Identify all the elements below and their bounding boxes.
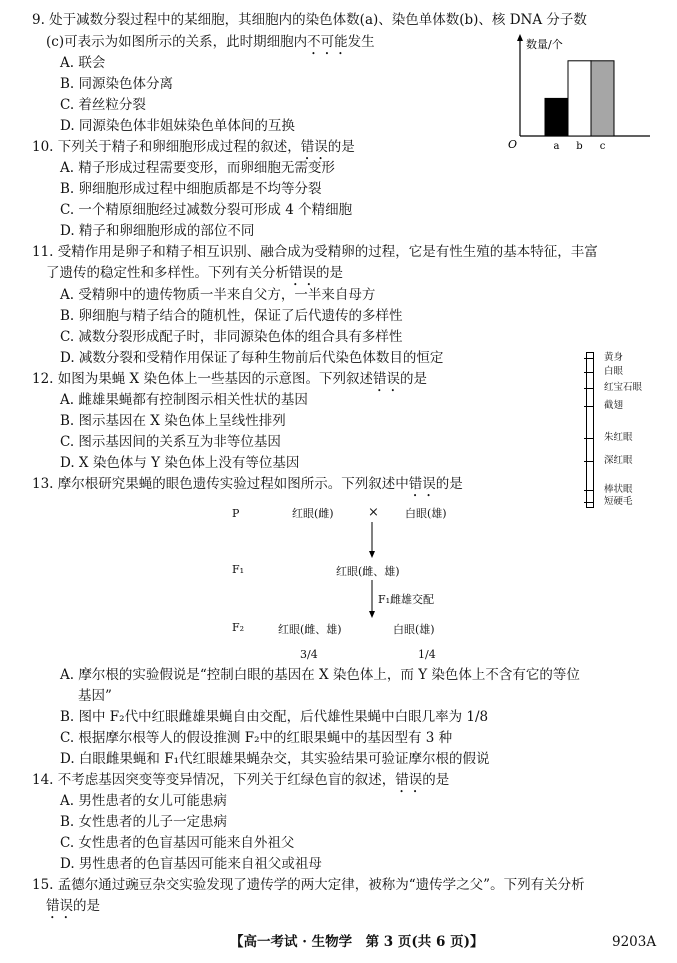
gene-tick (584, 461, 594, 462)
tick-label-c: c (599, 141, 606, 152)
x-chromosome-diagram (582, 352, 672, 508)
q12-option-d: D. X 染色体与 Y 染色体上没有等位基因 (60, 455, 300, 471)
bars-group (545, 61, 614, 152)
f2-white-phenotype: 白眼(雄) (393, 623, 435, 636)
f2-red-ratio: 3/4 (300, 648, 318, 661)
q14-option-c: C. 女性患者的色盲基因可能来自外祖父 (60, 835, 295, 851)
cross-diagram (0, 500, 677, 660)
q11-option-c: C. 减数分裂形成配子时，非同源染色体的组合具有多样性 (60, 329, 403, 345)
gene-tick (584, 358, 594, 359)
gene-label: 深红眼 (604, 455, 633, 466)
q9-bar-chart (500, 28, 660, 158)
q14-stem: 14. 不考虑基因突变等变异情况，下列关于红绿色盲的叙述，错误的是 (32, 772, 450, 788)
q9-option-b: B. 同源染色体分离 (60, 76, 174, 92)
q14-option-b: B. 女性患者的儿子一定患病 (60, 814, 228, 830)
gene-tick (584, 438, 594, 439)
q11-option-a: A. 受精卵中的遗传物质一半来自父方，一半来自母方 (60, 287, 376, 303)
q9-option-a: A. 联会 (60, 55, 106, 71)
gene-tick (584, 372, 594, 373)
gene-tick (584, 388, 594, 389)
q11-stem-line2: 了遗传的稳定性和多样性。下列有关分析错误的是 (46, 265, 343, 281)
footer-page-info: 【高一考试 · 生物学 第 3 页(共 6 页)】 (230, 934, 484, 950)
gene-tick (584, 406, 594, 407)
footer-exam-code: 9203A (612, 934, 657, 950)
q15-stem-line2: 错误的是 (46, 898, 100, 914)
q12-stem: 12. 如图为果蝇 X 染色体上一些基因的示意图。下列叙述错误的是 (32, 371, 427, 387)
y-axis-arrow (517, 34, 523, 41)
q14-option-d: D. 男性患者的色盲基因可能来自祖父或祖母 (60, 856, 322, 872)
q9-stem-line2: (c)可表示为如图所示的关系，此时期细胞内不可能发生 (46, 34, 375, 50)
cross-symbol: × (368, 505, 379, 520)
q10-stem: 10. 下列关于精子和卵细胞形成过程的叙述，错误的是 (32, 139, 355, 155)
q10-option-a: A. 精子形成过程需要变形，而卵细胞无需变形 (60, 160, 335, 176)
q9-option-d: D. 同源染色体非姐妹染色单体间的互换 (60, 118, 295, 134)
gene-tick (584, 490, 594, 491)
q10-option-b: B. 卵细胞形成过程中细胞质都是不均等分裂 (60, 181, 322, 197)
f2-white-ratio: 1/4 (418, 648, 436, 661)
f2-red-phenotype: 红眼(雌、雄) (278, 623, 342, 636)
y-axis-label: 数量/个 (526, 38, 563, 51)
q11-option-d: D. 减数分裂和受精作用保证了每种生物前后代染色体数目的恒定 (60, 350, 444, 366)
q11-stem-line1: 11. 受精作用是卵子和精子相互识别、融合成为受精卵的过程，它是有性生殖的基本特征，丰富 (32, 244, 598, 260)
q13-stem: 13. 摩尔根研究果蝇的眼色遗传实验过程如图所示。下列叙述中错误的是 (32, 476, 463, 492)
gen-p-label: P (232, 507, 240, 520)
gen-f2-label: F₂ (232, 621, 245, 634)
q15-stem-line1: 15. 孟德尔通过豌豆杂交实验发现了遗传学的两大定律，被称为“遗传学之父”。下列有关分析 (32, 877, 585, 893)
p-male: 白眼(雄) (405, 507, 447, 520)
q12-option-b: B. 图示基因在 X 染色体上呈线性排列 (60, 413, 286, 429)
gene-label: 朱红眼 (604, 432, 633, 443)
q13-option-a-line1: A. 摩尔根的实验假说是“控制白眼的基因在 X 染色体上，而 Y 染色体上不含有它的等位 (60, 667, 580, 683)
q12-option-c: C. 图示基因间的关系互为非等位基因 (60, 434, 281, 450)
q14-option-a: A. 男性患者的女儿可能患病 (60, 793, 227, 809)
q9-stem-line1: 9. 处于减数分裂过程中的某细胞，其细胞内的染色体数(a)、染色单体数(b)、核 DNA 分子数 (32, 12, 587, 28)
bar-c (591, 61, 614, 136)
gene-label: 黄身 (604, 352, 624, 363)
f1-phenotype: 红眼(雌、雄) (336, 565, 400, 578)
bar-a (545, 98, 568, 136)
q11-option-b: B. 卵细胞与精子结合的随机性，保证了后代遗传的多样性 (60, 308, 403, 324)
chromosome-bar (586, 352, 594, 508)
q9-option-c: C. 着丝粒分裂 (60, 97, 146, 113)
f1-intercross-note: F₁雌雄交配 (378, 593, 435, 606)
gene-label: 棒状眼 (604, 484, 633, 495)
q13-option-c: C. 根据摩尔根等人的假设推测 F₂中的红眼果蝇中的基因型有 3 种 (60, 730, 453, 746)
tick-label-b: b (576, 141, 583, 152)
q13-option-d: D. 白眼雌果蝇和 F₁代红眼雄果蝇杂交，其实验结果可验证摩尔根的假说 (60, 751, 490, 767)
gen-f1-label: F₁ (232, 563, 245, 576)
q12-option-a: A. 雌雄果蝇都有控制图示相关性状的基因 (60, 392, 308, 408)
gene-label: 短硬毛 (604, 496, 633, 507)
p-female: 红眼(雌) (292, 507, 334, 520)
gene-label: 白眼 (604, 366, 624, 377)
origin-label: O (508, 138, 518, 151)
gene-label: 红宝石眼 (604, 382, 643, 393)
q10-option-c: C. 一个精原细胞经过减数分裂可形成 4 个精细胞 (60, 202, 353, 218)
gene-label: 截翅 (604, 400, 624, 411)
tick-label-a: a (553, 141, 560, 152)
bar-b (568, 61, 591, 136)
q13-option-a-line2: 基因” (78, 688, 112, 704)
q13-option-b: B. 图中 F₂代中红眼雌雄果蝇自由交配，后代雄性果蝇中白眼几率为 1/8 (60, 709, 489, 725)
q10-option-d: D. 精子和卵细胞形成的部位不同 (60, 223, 255, 239)
